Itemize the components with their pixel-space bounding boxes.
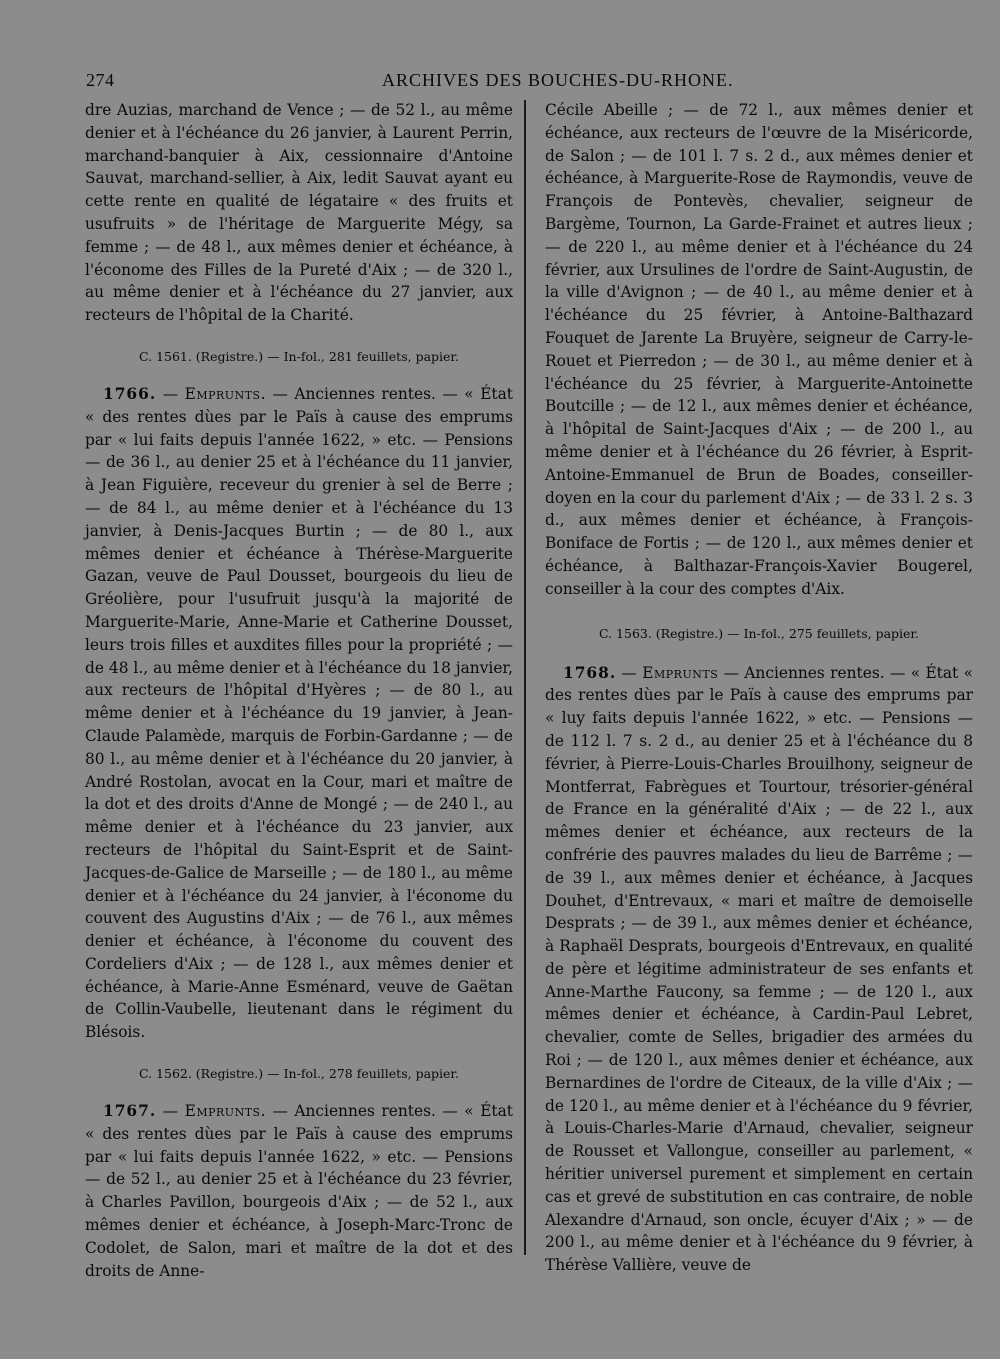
entry-text: — Anciennes rentes. — « État « des rentes dùes par le Païs à cause des emprums par « lui faits depuis l'année 1622, » etc. — Pensions — de 52 l., au denier 25 et à l'échéance du 23 février, à Charles Pavillon, bourgeois d'Aix ; — de 52 l., aux mêmes denier et échéance, à Joseph-Marc-Tronc de Codolet, de Salon, mari et maître de la dot et des droits de Anne- xyxy=(85,1102,513,1280)
right-column xyxy=(545,99,973,1277)
entry-text: — Anciennes rentes. — « État « des rentes dùes par le Païs à cause des emprums par « luy faits depuis l'année 1622, » etc. — Pensions — de 112 l. 7 s. 2 d., au denier 25 et à l'échéance du 8 février, à Pierre-Louis-Charles Brouilhony, seigneur de Montferrat, Fabrègues et Tourtour, trésorier-général de France en la généralité d'Aix ; — de 22 l., aux mêmes denier et échéance, aux recteurs de la confrérie des pauvres malades du lieu de Barrême ; — de 39 l., aux mêmes denier et échéance, à Jacques Douhet, d'Entrevaux, « mari et maître de demoiselle Desprats ; — de 39 l., aux mêmes denier et échéance, à Raphaël Desprats, bourgeois d'Entrevaux, en qualité de père et légitime administrateur de ses enfants et Anne-Marthe Faucony, sa femme ; — de 120 l., aux mêmes denier et échéance, à Cardin-Paul Lebret, chevalier, comte de Selles, brigadier des armées du Roi ; — de 120 l., aux mêmes denier et échéance, aux Bernardines de l'ordre de Citeaux, de la ville d'Aix ; — de 120 l., au même denier et à l'échéance du 9 février, à Louis-Charles-Marie d'Arnaud, chevalier, seigneur de Rousset et Vallongue, conseiller au parlement, « héritier universel purement et simplement en certain cas et grevé de substitution en cas contraire, de noble Alexandre d'Arnaud, son oncle, écuyer d'Aix ; » — de 200 l., au même denier et à l'échéance du 9 février, à Thérèse Vallière, veuve de xyxy=(545,663,973,1275)
entry-heading: Emprunts. xyxy=(184,384,266,403)
entry-1766: 1766. — Emprunts. — Anciennes rentes. — « État « des rentes dùes par le Païs à cause des emprums par « lui faits depuis l'année 1622, » etc. — Pensions — de 36 l., au denier 25 et à l'échéance du 11 janvier, à Jean Figuière, receveur du grenier à sel de Berre ; — de 84 l., au même denier et à l'échéance du 13 janvier, à Denis-Jacques Burtin ; — de 80 l., aux mêmes denier et échéance à Thérèse-Marguerite Gazan, veuve de Paul Dousset, bourgeois du lieu de Gréolière, pour l'usufruit jusqu'à la majorité de Marguerite-Marie, Anne-Marie et Catherine Dousset, leurs trois filles et auxdites filles pour la propriété ; — de 48 l., au même denier et à l'échéance du 18 janvier, aux recteurs de l'hôpital d'Hyères ; — de 80 l., au même denier et à l'échéance du 19 janvier, à Jean-Claude Palamède, marquis de Forbin-Gardanne ; — de 80 l., au même denier et à l'échéance du 20 janvier, à André Rostolan, avocat en la Cour, mari et maître de la dot et des droits d'Anne de Mongé ; — de 240 l., au même denier et à l'échéance du 23 janvier, aux recteurs de l'hôpital du Saint-Esprit et de Saint-Jacques-de-Galice de Marseille ; — de 180 l., au même denier et à l'échéance du 24 janvier, à l'économe du couvent des Augustins d'Aix ; — de 76 l., aux mêmes denier et échéance, à l'économe du couvent des Cordeliers d'Aix ; — de 128 l., aux mêmes denier et échéance, à Marie-Anne Esménard, veuve de Gaëtan de Collin-Vaubelle, lieutenant dans le régiment du Blésois. xyxy=(85,384,513,1042)
entry-heading: Emprunts xyxy=(642,663,719,682)
running-title: ARCHIVES DES BOUCHES-DU-RHONE. xyxy=(382,70,734,90)
entry-number: 1768. xyxy=(563,663,617,682)
continuation-text: Cécile Abeille ; — de 72 l., aux mêmes denier et échéance, aux recteurs de l'œuvre de la Miséricorde, de Salon ; — de 101 l. 7 s. 2 d., aux mêmes denier et échéance, à Marguerite-Rose de Raymondis, veuve de François de Pontevès, chevalier, seigneur de Bargème, Tournon, La Garde-Frainet et autres lieux ; — de 220 l., au même denier et à l'échéance du 24 février, aux Ursulines de l'ordre de Saint-Augustin, de la ville d'Avignon ; — de 40 l., au même denier et à l'échéance du 25 février, à Antoine-Balthazard Fouquet de Jarente La Bruyère, seigneur de Carry-le-Rouet et Pierredon ; — de 30 l., au même denier et à l'échéance du 25 février, à Marguerite-Antoinette Boutcille ; — de 12 l., aux mêmes denier et échéance, à l'hôpital de Saint-Jacques d'Aix ; — de 200 l., au même denier et à l'échéance du 26 février, à Esprit-Antoine-Emmanuel de Brun de Boades, conseiller-doyen en la cour du parlement d'Aix ; — de 33 l. 2 s. 3 d., aux mêmes denier et échéance, à François-Boniface de Fortis ; — de 120 l., aux mêmes denier et échéance, à Balthazar-François-Xavier Bougerel, conseiller à la cour des comptes d'Aix. xyxy=(545,101,973,598)
continuation-text: dre Auzias, marchand de Vence ; — de 52 l., au même denier et à l'échéance du 26 janvier, à Laurent Perrin, marchand-banquier à Aix, cessionnaire d'Antoine Sauvat, marchand-sellier, à Aix, ledit Sauvat ayant eu cette rente en qualité de légataire « des fruits et usufruits » de l'héritage de Marguerite Mégy, sa femme ; — de 48 l., aux mêmes denier et échéance, à l'économe des Filles de la Pureté d'Aix ; — de 320 l., au même denier et à l'échéance du 27 janvier, aux recteurs de l'hôpital de la Charité. xyxy=(85,101,513,325)
entry-1767: 1767. — Emprunts. — Anciennes rentes. — « État « des rentes dùes par le Païs à cause des emprums par « lui faits depuis l'année 1622, » etc. — Pensions — de 52 l., au denier 25 et à l'échéance du 23 février, à Charles Pavillon, bourgeois d'Aix ; — de 52 l., aux mêmes denier et échéance, à Joseph-Marc-Tronc de Codolet, de Salon, mari et maître de la dot et des droits de Anne- xyxy=(85,1102,513,1280)
cote-1561: C. 1561. (Registre.) — In-fol., 281 feuillets, papier. xyxy=(138,348,459,364)
entry-1768: 1768. — Emprunts — Anciennes rentes. — « État « des rentes dùes par le Païs à cause des emprums par « luy faits depuis l'année 1622, » etc. — Pensions — de 112 l. 7 s. 2 d., au denier 25 et à l'échéance du 8 février, à Pierre-Louis-Charles Brouilhony, seigneur de Montferrat, Fabrègues et Tourtour, trésorier-général de France en la généralité d'Aix ; — de 22 l., aux mêmes denier et échéance, aux recteurs de la confrérie des pauvres malades du lieu de Barrême ; — de 39 l., aux mêmes denier et échéance, à Jacques Douhet, d'Entrevaux, « mari et maître de demoiselle Desprats ; — de 39 l., aux mêmes denier et échéance, à Raphaël Desprats, bourgeois d'Entrevaux, en qualité de père et légitime administrateur de ses enfants et Anne-Marthe Faucony, sa femme ; — de 120 l., aux mêmes denier et échéance, à Cardin-Paul Lebret, chevalier, comte de Selles, brigadier des armées du Roi ; — de 120 l., aux mêmes denier et échéance, aux Bernardines de l'ordre de Citeaux, de la ville d'Aix ; — de 120 l., au même denier et à l'échéance du 9 février, à Louis-Charles-Marie d'Arnaud, chevalier, seigneur de Rousset et Vallongue, conseiller au parlement, « héritier universel purement et simplement en certain cas et grevé de substitution en cas contraire, de noble Alexandre d'Arnaud, son oncle, écuyer d'Aix ; » — de 200 l., au même denier et à l'échéance du 9 février, à Thérèse Vallière, veuve de xyxy=(545,663,973,1275)
entry-text: — Anciennes rentes. — « État « des rentes dùes par le Païs à cause des emprums par « lui faits depuis l'année 1622, » etc. — Pensions — de 36 l., au denier 25 et à l'échéance du 11 janvier, à Jean Figuière, receveur du grenier à sel de Berre ; — de 84 l., au même denier et à l'échéance du 13 janvier, à Denis-Jacques Burtin ; — de 80 l., aux mêmes denier et échéance à Thérèse-Marguerite Gazan, veuve de Paul Dousset, bourgeois du lieu de Gréolière, pour l'usufruit jusqu'à la majorité de Marguerite-Marie, Anne-Marie et Catherine Dousset, leurs trois filles et auxdites filles pour la propriété ; — de 48 l., au même denier et à l'échéance du 18 janvier, aux recteurs de l'hôpital d'Hyères ; — de 80 l., au même denier et à l'échéance du 19 janvier, à Jean-Claude Palamède, marquis de Forbin-Gardanne ; — de 80 l., au même denier et à l'échéance du 20 janvier, à André Rostolan, avocat en la Cour, mari et maître de la dot et des droits d'Anne de Mongé ; — de 240 l., au même denier et à l'échéance du 23 janvier, aux recteurs de l'hôpital du Saint-Esprit et de Saint-Jacques-de-Galice de Marseille ; — de 180 l., au même denier et à l'échéance du 24 janvier, à l'économe du couvent des Augustins d'Aix ; — de 76 l., aux mêmes denier et échéance, à l'économe du couvent des Cordeliers d'Aix ; — de 128 l., aux mêmes denier et échéance, à Marie-Anne Esménard, veuve de Gaëtan de Collin-Vaubelle, lieutenant dans le régiment du Blésois. xyxy=(85,384,513,1042)
page-header xyxy=(82,70,982,96)
entry-heading: Emprunts. xyxy=(184,1102,266,1121)
entry-number: 1766. xyxy=(103,384,157,403)
left-column xyxy=(85,99,513,1282)
cote-1563: C. 1563. (Registre.) — In-fol., 275 feuillets, papier. xyxy=(598,625,919,641)
page-number: 274 xyxy=(86,70,115,90)
column-divider xyxy=(524,100,526,1255)
entry-number: 1767. xyxy=(103,1102,157,1121)
cote-1562: C. 1562. (Registre.) — In-fol., 278 feuillets, papier. xyxy=(138,1066,459,1082)
